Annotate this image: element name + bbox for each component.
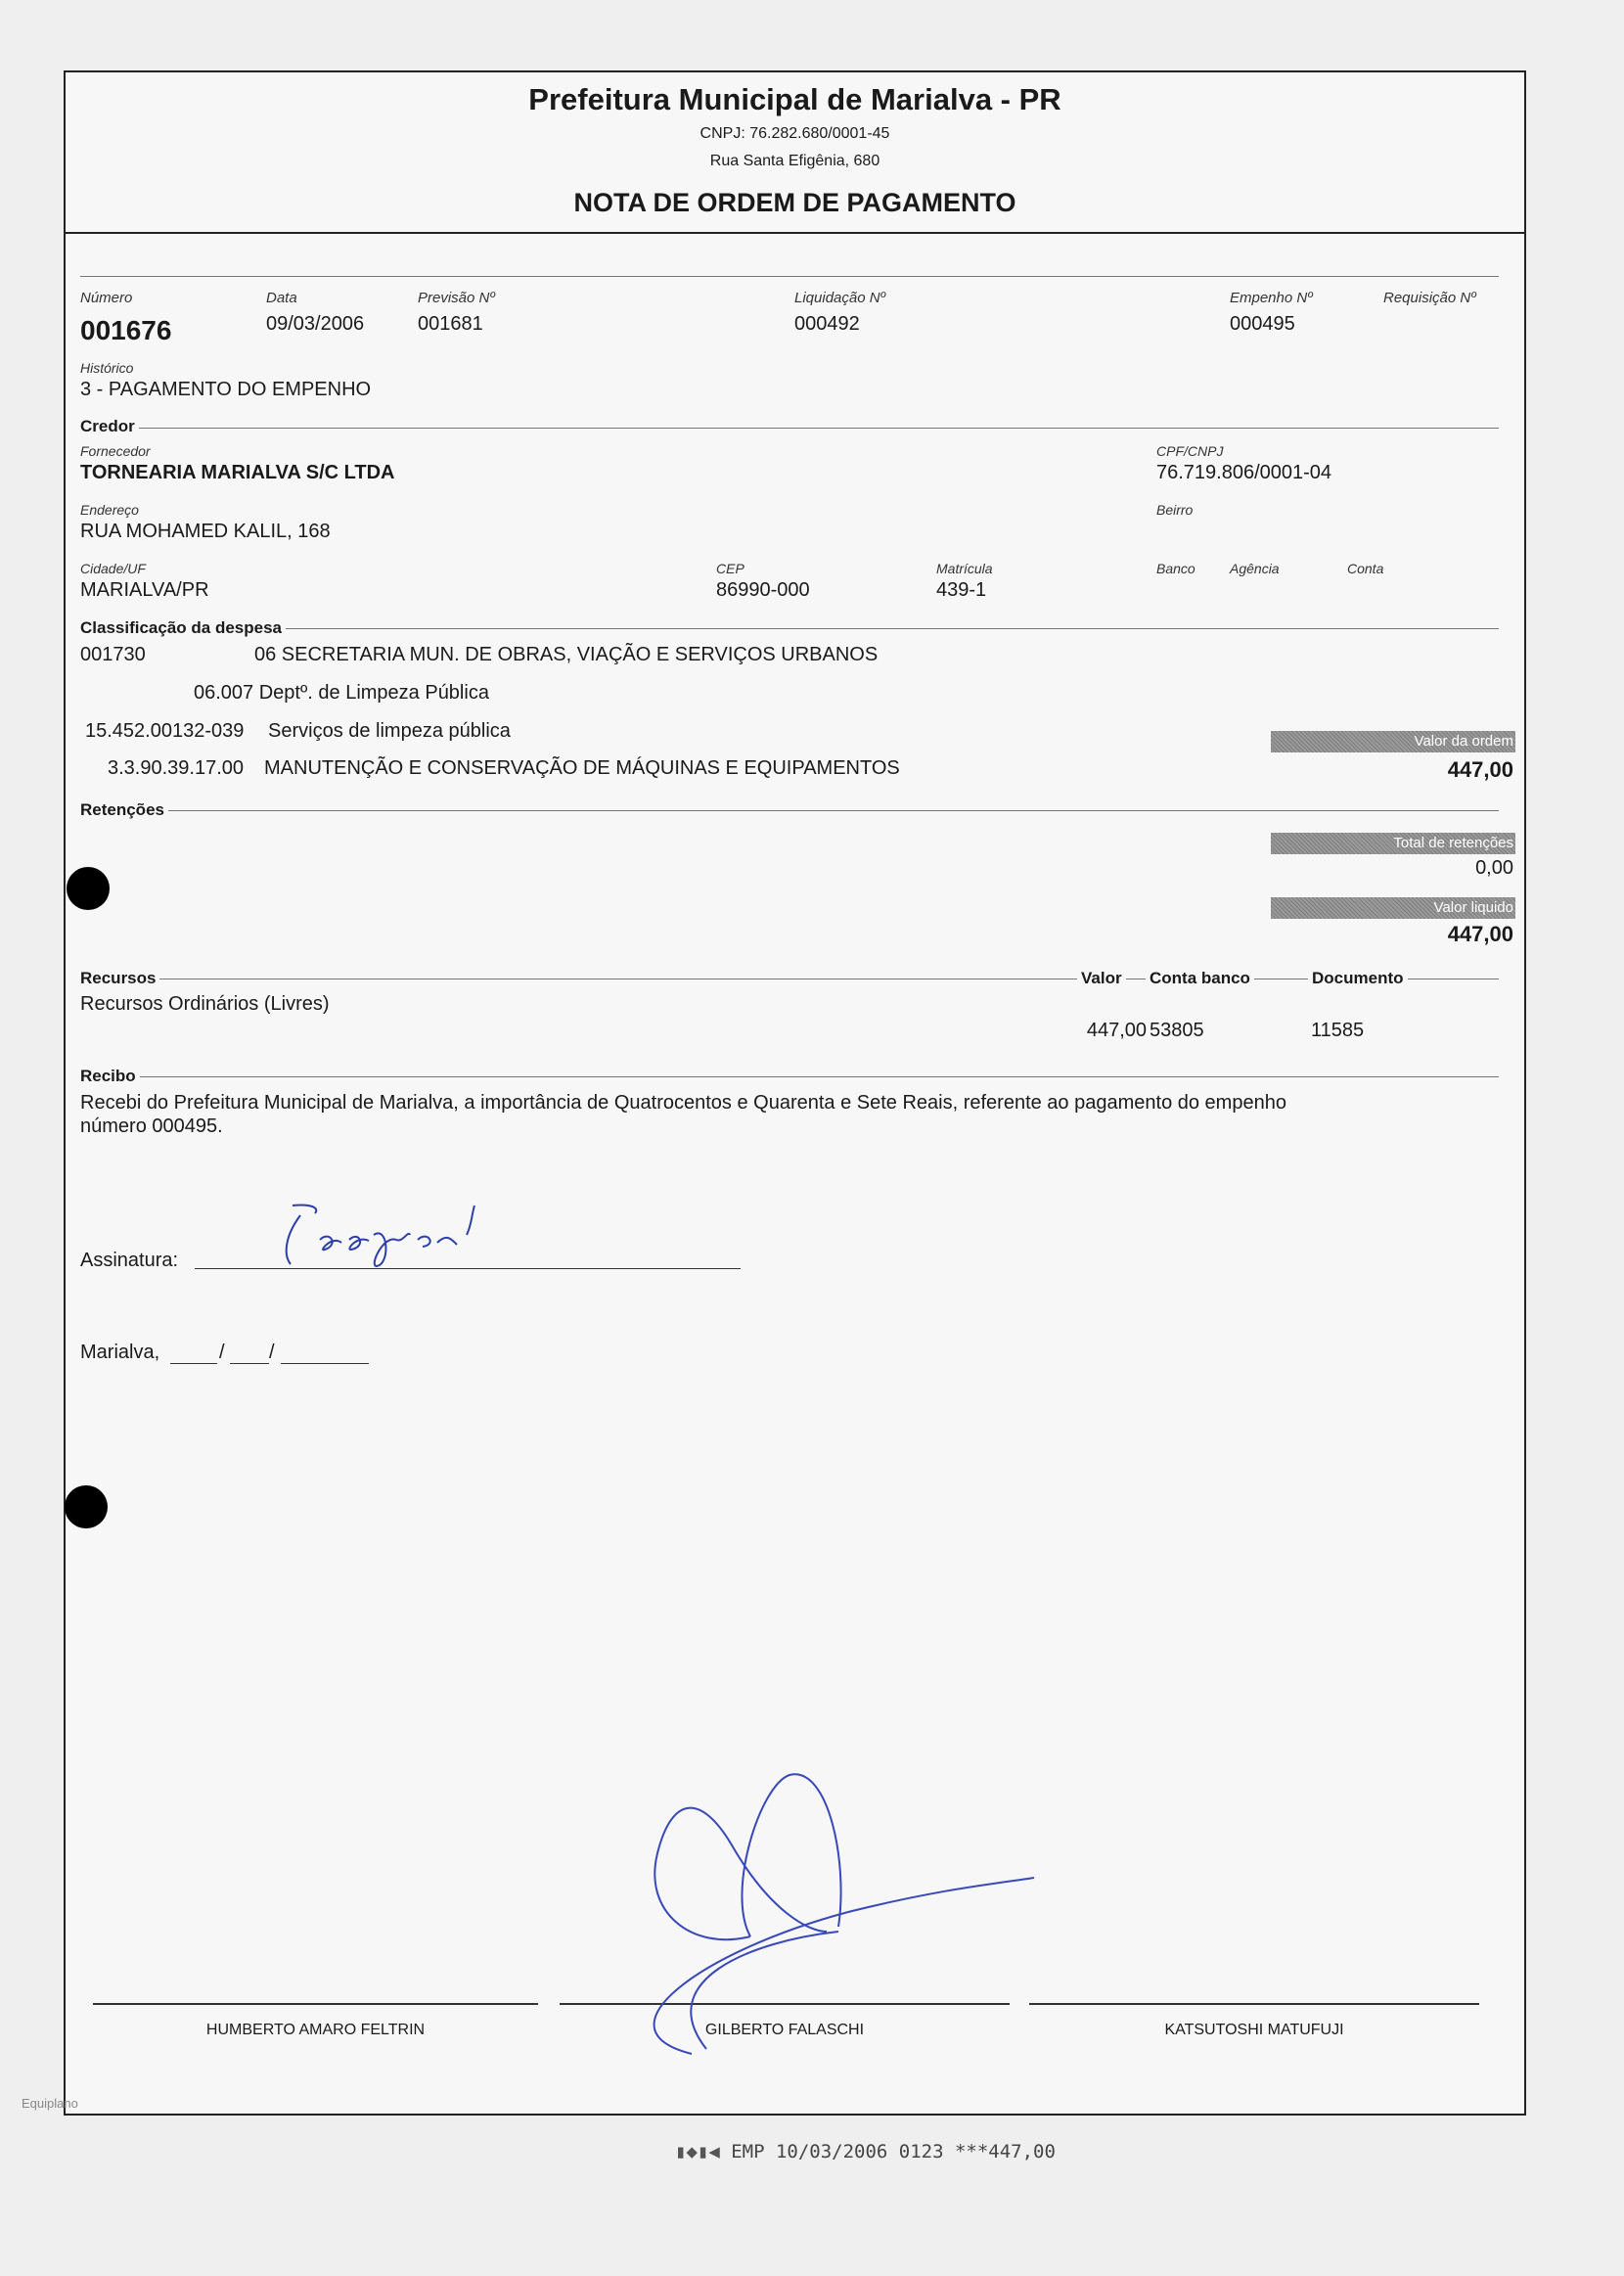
- cep-label: CEP: [716, 561, 744, 576]
- cidade-value: MARIALVA/PR: [80, 579, 209, 601]
- payment-order-form: [22, 70, 1526, 2116]
- date-year-line: [281, 1363, 369, 1364]
- recibo-section-title: Recibo: [80, 1067, 140, 1086]
- empenho-value: 000495: [1230, 313, 1295, 335]
- historico-label: Histórico: [80, 360, 134, 376]
- recursos-conta-header: Conta banco: [1146, 969, 1254, 988]
- cidade-label: Cidade/UF: [80, 561, 146, 576]
- previsao-value: 001681: [418, 313, 483, 335]
- header-address: Rua Santa Efigênia, 680: [709, 153, 880, 169]
- signatory-name-2: GILBERTO FALASCHI: [704, 2022, 865, 2038]
- header-cnpj: CNPJ: 76.282.680/0001-45: [699, 125, 890, 142]
- recursos-documento-header: Documento: [1308, 969, 1408, 988]
- signatory-line-3: [1029, 2003, 1479, 2005]
- signatory-line-1: [93, 2003, 538, 2005]
- data-value: 09/03/2006: [266, 313, 365, 335]
- credor-section-title: Credor: [80, 417, 139, 436]
- document-subtitle: NOTA DE ORDEM DE PAGAMENTO: [573, 188, 1016, 217]
- empenho-label: Empenho Nº: [1230, 290, 1313, 306]
- footer-brand: Equiplano: [22, 2096, 78, 2111]
- signatory-name-1: HUMBERTO AMARO FELTRIN: [205, 2022, 426, 2038]
- retencoes-section-title: Retenções: [80, 800, 168, 820]
- banco-label: Banco: [1156, 561, 1195, 576]
- date-month-line: [230, 1363, 269, 1364]
- authorizer-signature: [535, 1755, 1044, 2069]
- recibo-text-line2: número 000495.: [80, 1115, 223, 1137]
- conta-label: Conta: [1347, 561, 1384, 576]
- numero-value: 001676: [80, 315, 172, 345]
- cep-value: 86990-000: [716, 579, 810, 601]
- classificacao-section-title: Classificação da despesa: [80, 618, 286, 638]
- recursos-conta: 53805: [1150, 1020, 1204, 1041]
- credor-divider: [80, 428, 1499, 429]
- date-separator-1: /: [219, 1342, 225, 1363]
- matricula-label: Matrícula: [936, 561, 993, 576]
- recibo-divider: [80, 1076, 1499, 1077]
- classificacao-divider: [80, 628, 1499, 629]
- classificacao-line1-code: 001730: [80, 644, 146, 665]
- stamp-text: EMP 10/03/2006 0123 ***447,00: [731, 2141, 1056, 2162]
- requisicao-label: Requisição Nº: [1383, 290, 1476, 306]
- numero-label: Número: [80, 290, 133, 306]
- page-title: Prefeitura Municipal de Marialva - PR: [528, 82, 1061, 116]
- valor-ordem-label: Valor da ordem: [1271, 731, 1515, 752]
- recibo-text-line1: Recebi do Prefeitura Municipal de Marialva, a importância de Quatrocentos e Quarenta e Sete Reais, referente ao pagamento do empenho: [80, 1092, 1286, 1114]
- recursos-valor-header: Valor: [1077, 969, 1126, 988]
- bairro-label: Beirro: [1156, 502, 1194, 518]
- agencia-label: Agência: [1230, 561, 1280, 576]
- liquidacao-value: 000492: [794, 313, 860, 335]
- total-retencoes-label: Total de retenções: [1271, 833, 1515, 854]
- endereco-value: RUA MOHAMED KALIL, 168: [80, 521, 331, 542]
- punch-hole-bottom: [65, 1485, 108, 1528]
- cpf-label: CPF/CNPJ: [1156, 443, 1224, 459]
- classificacao-line3-code: 15.452.00132-039: [85, 720, 245, 742]
- date-day-line: [170, 1363, 217, 1364]
- endereco-label: Endereço: [80, 502, 139, 518]
- valor-liquido-label: Valor liquido: [1271, 897, 1515, 919]
- data-label: Data: [266, 290, 297, 306]
- historico-value: 3 - PAGAMENTO DO EMPENHO: [80, 379, 372, 400]
- signatory-name-3: KATSUTOSHI MATUFUJI: [1164, 2022, 1344, 2038]
- previsao-label: Previsão Nº: [418, 290, 495, 306]
- header-divider: [66, 232, 1524, 234]
- retencoes-divider: [80, 810, 1499, 811]
- recipient-signature: [281, 1196, 496, 1274]
- date-separator-2: /: [269, 1342, 275, 1363]
- liquidacao-label: Liquidação Nº: [794, 290, 886, 306]
- fornecedor-value: TORNEARIA MARIALVA S/C LTDA: [80, 462, 395, 483]
- matricula-value: 439-1: [936, 579, 987, 601]
- classificacao-line4-text: MANUTENÇÃO E CONSERVAÇÃO DE MÁQUINAS E EQUIPAMENTOS: [264, 757, 900, 779]
- ids-divider: [80, 276, 1499, 277]
- total-retencoes-value: 0,00: [1475, 857, 1513, 879]
- recursos-documento: 11585: [1311, 1020, 1365, 1041]
- recursos-valor: 447,00: [1086, 1020, 1147, 1041]
- local-label: Marialva,: [80, 1342, 160, 1363]
- classificacao-line3-text: Serviços de limpeza pública: [268, 720, 511, 742]
- assinatura-label: Assinatura:: [80, 1250, 179, 1271]
- valor-ordem-value: 447,00: [1447, 757, 1513, 782]
- classificacao-line2-text: 06.007 Deptº. de Limpeza Pública: [194, 682, 489, 704]
- valor-liquido-value: 447,00: [1447, 922, 1513, 946]
- classificacao-line4-code: 3.3.90.39.17.00: [108, 757, 245, 779]
- validation-stamp: [675, 2141, 1056, 2162]
- cpf-value: 76.719.806/0001-04: [1156, 462, 1332, 483]
- recursos-section-title: Recursos: [80, 969, 159, 988]
- stamp-mark-icon: ▮◆▮◀: [675, 2141, 732, 2162]
- fornecedor-label: Fornecedor: [80, 443, 151, 459]
- classificacao-line1-text: 06 SECRETARIA MUN. DE OBRAS, VIAÇÃO E SERVIÇOS URBANOS: [254, 644, 879, 665]
- recursos-descricao: Recursos Ordinários (Livres): [80, 993, 330, 1015]
- punch-hole-top: [67, 867, 110, 910]
